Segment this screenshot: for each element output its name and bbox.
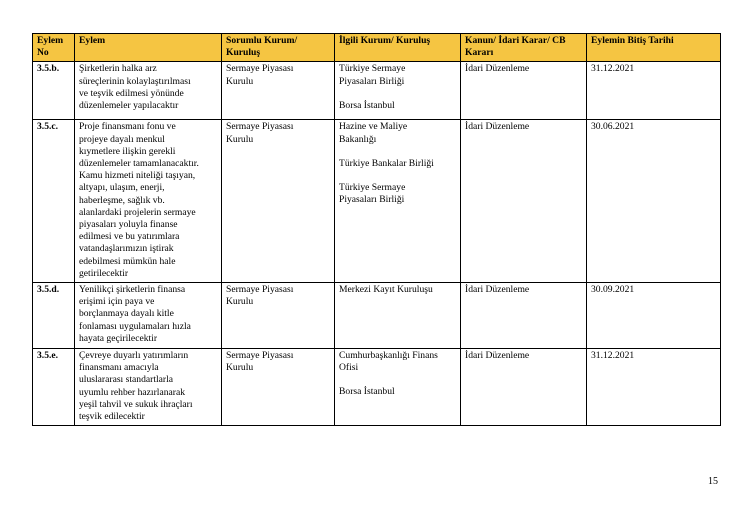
responsible-line: Sermaye Piyasası [226,63,294,75]
responsible-line: Kurulu [226,362,254,374]
header-action-no [33,34,75,62]
related-line: Borsa İstanbul [339,386,395,398]
page-number: 15 [708,476,718,487]
related-line: Piyasaları Birliği [339,194,405,206]
end-date-cell: 30.09.2021 [587,283,721,349]
action-line: erişimi için paya ve [79,296,155,308]
responsible-line: Kurulu [226,296,254,308]
action-line: alanlardaki projelerin sermaye [79,206,196,218]
action-line: edebilmesi mümkün hale [79,255,176,267]
related-line: Piyasaları Birliği [339,75,405,87]
law-cell: İdari Düzenleme [461,283,587,349]
related-cell [335,283,461,349]
header-text: No [37,47,49,59]
action-line: hayata geçirilecektir [79,332,158,344]
action-line: ve teşvik edilmesi yönünde [79,87,184,99]
header-text: İlgili Kurum/ Kuruluş [339,35,431,46]
action-line: Proje finansmanı fonu ve [79,121,176,133]
related-entry [339,386,456,398]
responsible-line: Sermaye Piyasası [226,121,294,133]
action-line: altyapı, ulaşım, enerji, [79,182,165,194]
table-row [33,120,721,283]
header-text: Eylemin Bitiş Tarihi [591,35,674,46]
responsible-cell [222,120,335,283]
responsible-line: Sermaye Piyasası [226,284,294,296]
related-cell [335,120,461,283]
action-line: teşvik edilecektir [79,411,145,423]
header-end-date [587,34,721,62]
action-line: kıymetlere ilişkin gerekli [79,145,176,157]
action-no-cell: 3.5.d. [33,283,75,349]
header-text: Sorumlu Kurum/ [226,35,298,46]
related-line: Borsa İstanbul [339,99,395,111]
table-row [33,283,721,349]
action-cell [75,283,222,349]
related-line: Türkiye Sermaye [339,63,406,75]
responsible-cell [222,62,335,120]
related-entry [339,182,456,206]
end-date-cell: 31.12.2021 [587,62,721,120]
action-line: Şirketlerin halka arz [79,63,157,75]
header-text: Kuruluş [226,47,261,59]
action-cell [75,349,222,426]
header-action [75,34,222,62]
related-entry [339,350,456,374]
end-date-cell: 31.12.2021 [587,349,721,426]
action-line: piyasaları yoluyla finanse [79,219,178,231]
action-line: borçlanmaya dayalı kitle [79,308,174,320]
law-cell: İdari Düzenleme [461,349,587,426]
header-text: Eylem [37,35,64,46]
header-responsible [222,34,335,62]
responsible-line: Sermaye Piyasası [226,350,294,362]
responsible-line: Kurulu [226,75,254,87]
header-text: Kararı [465,47,494,59]
table-row [33,62,721,120]
action-line: haberleşme, sağlık vb. [79,194,165,206]
action-line: yeşil tahvil ve sukuk ihraçları [79,398,193,410]
related-line: Hazine ve Maliye [339,121,408,133]
action-cell [75,120,222,283]
action-cell [75,62,222,120]
responsible-cell [222,283,335,349]
related-entry [339,284,456,296]
action-line: vatandaşlarımızın iştirak [79,243,174,255]
related-line: Türkiye Sermaye [339,182,406,194]
action-line: projeye dayalı menkul [79,133,165,145]
responsible-cell [222,349,335,426]
action-no-cell: 3.5.c. [33,120,75,283]
action-line: Çevreye duyarlı yatırımların [79,350,189,362]
action-line: finansmanı amacıyla [79,362,159,374]
action-no-cell: 3.5.e. [33,349,75,426]
related-line: Merkezi Kayıt Kuruluşu [339,284,433,296]
header-related [335,34,461,62]
action-line: süreçlerinin kolaylaştırılması [79,75,191,87]
action-no-cell: 3.5.b. [33,62,75,120]
action-plan-table [32,33,721,426]
action-line: edilmesi ve bu yatırımlara [79,231,180,243]
action-line: Yenilikçi şirketlerin finansa [79,284,186,296]
header-text: Kanun/ İdari Karar/ CB [465,35,566,46]
law-cell: İdari Düzenleme [461,120,587,283]
responsible-line: Kurulu [226,133,254,145]
table-header-row [33,34,721,62]
related-entry [339,63,456,87]
related-entry [339,158,456,170]
action-line: düzenlemeler yapılacaktır [79,100,179,112]
related-line: Bakanlığı [339,133,377,145]
action-line: getirilecektir [79,267,129,279]
header-law [461,34,587,62]
action-line: uyumlu rehber hazırlanarak [79,386,186,398]
action-line: Kamu hizmeti niteliği taşıyan, [79,170,196,182]
related-cell [335,349,461,426]
header-text: Eylem [79,35,106,46]
related-entry [339,100,456,112]
related-line: Türkiye Bankalar Birliği [339,157,434,169]
end-date-cell: 30.06.2021 [587,120,721,283]
table-row [33,349,721,426]
related-line: Ofisi [339,362,359,374]
related-line: Cumhurbaşkanlığı Finans [339,350,438,362]
related-cell [335,62,461,120]
action-line: düzenlemeler tamamlanacaktır. [79,158,199,170]
action-line: uluslararası standartlarla [79,374,174,386]
law-cell: İdari Düzenleme [461,62,587,120]
related-entry [339,121,456,145]
action-line: fonlaması uygulamaları hızla [79,320,191,332]
